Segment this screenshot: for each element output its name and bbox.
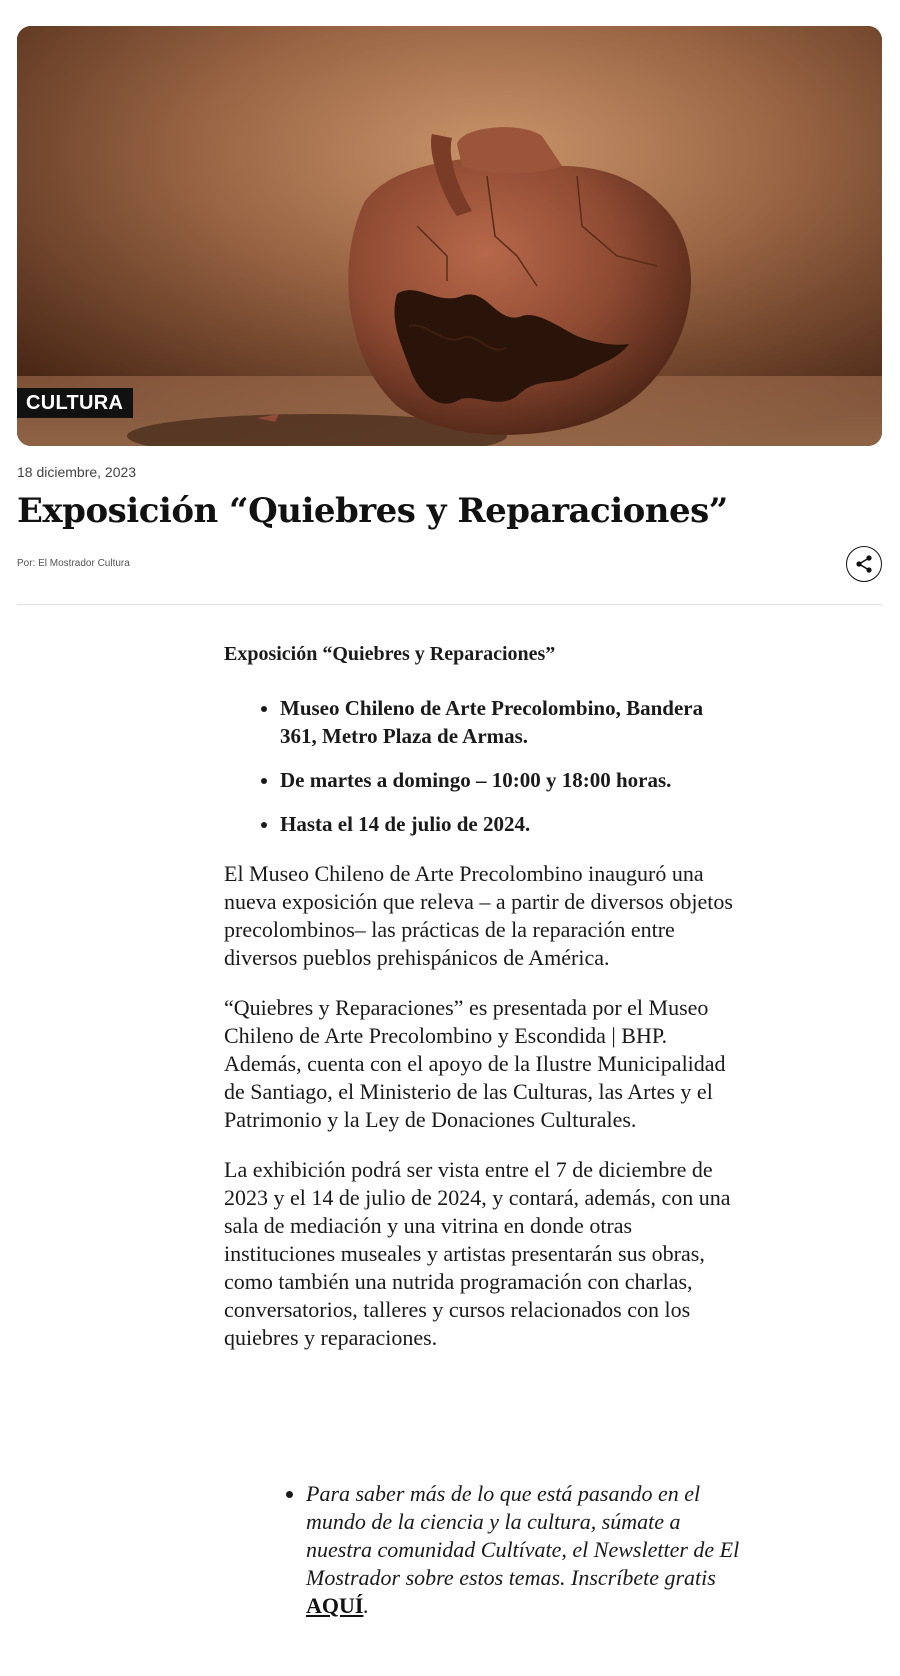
share-icon [854, 554, 874, 574]
newsletter-promo [224, 1480, 744, 1620]
info-item-hours: • De martes a domingo – 10:00 y 18:00 horas. [280, 766, 744, 794]
hero-image [17, 26, 882, 446]
share-button[interactable] [846, 546, 882, 582]
article-paragraph: “Quiebres y Reparaciones” es presentada por el Museo Chileno de Arte Precolombino y Escondida | BHP. Además, cuenta con el apoyo de la Ilustre Municipalidad de Santiago, el Ministerio de las Culturas, las Artes y el Patrimonio y la Ley de Donaciones Culturales. [224, 995, 726, 1132]
article-title: Exposición “Quiebres y Reparaciones” [17, 491, 728, 531]
category-badge[interactable]: CULTURA [17, 388, 133, 418]
newsletter-signup-link[interactable]: AQUÍ [306, 1593, 364, 1618]
newsletter-promo-item [306, 1480, 744, 1620]
article-lead: Exposición “Quiebres y Reparaciones” [224, 643, 556, 665]
pottery-photo [17, 26, 882, 446]
publish-date: 18 diciembre, 2023 [17, 464, 137, 480]
newsletter-promo-suffix: . [363, 1593, 369, 1618]
header-divider [17, 604, 882, 605]
info-item-dates: • Hasta el 14 de julio de 2024. [280, 810, 744, 838]
info-item-venue: • Museo Chileno de Arte Precolombino, Bandera 361, Metro Plaza de Armas. [280, 694, 744, 750]
article-body [224, 640, 744, 1374]
newsletter-promo-text: Para saber más de lo que está pasando en el mundo de la ciencia y la cultura, súmate a nuestra comunidad Cultívate, el Newsletter de El Mostrador sobre estos temas. Inscríbete gratis [306, 1481, 740, 1590]
author-byline[interactable]: Por: El Mostrador Cultura [17, 558, 130, 569]
article-paragraph: La exhibición podrá ser vista entre el 7 de diciembre de 2023 y el 14 de julio de 2024, y contará, además, con una sala de mediación y una vitrina en donde otras instituciones museales y artistas presentarán sus obras, como también una nutrida programación con charlas, conversatorios, talleres y cursos relacionados con los quiebres y reparaciones. [224, 1157, 731, 1350]
article-paragraph: El Museo Chileno de Arte Precolombino inauguró una nueva exposición que releva – a partir de diversos objetos precolombinos– las prácticas de la reparación entre diversos pueblos prehispánicos de América. [224, 861, 733, 970]
event-info-list [224, 694, 744, 838]
